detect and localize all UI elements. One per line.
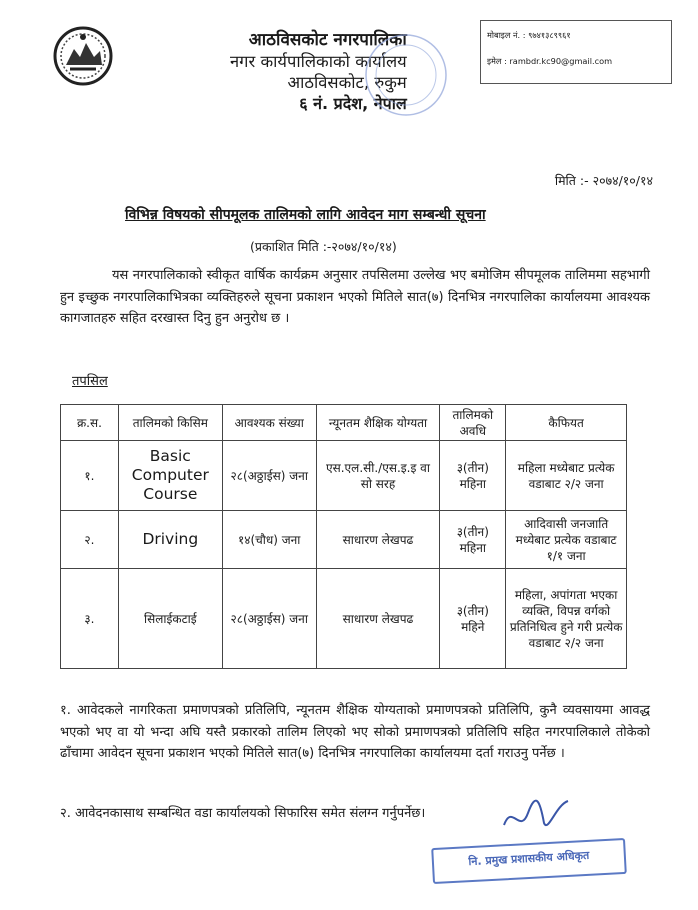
office-seal	[362, 30, 450, 120]
notice-date: मिति :- २०७४/१०/१४	[554, 173, 653, 188]
cell-qualification: एस.एल.सी./एस.इ.इ वा सो सरह	[316, 441, 440, 511]
cell-type: सिलाईकटाई	[118, 569, 222, 669]
cell-sn: ३.	[61, 569, 119, 669]
mobile-number: मोबाइल नं. : ९७४१३८९९६१	[487, 30, 571, 40]
table-row	[61, 441, 627, 511]
header-remarks: कैफियत	[506, 405, 627, 441]
cell-remarks: आदिवासी जनजाति मध्येबाट प्रत्येक वडाबाट १/१ जना	[506, 511, 627, 569]
header-count: आवश्यक संख्या	[222, 405, 316, 441]
cell-duration: ३(तीन) महिना	[440, 441, 506, 511]
published-date: (प्रकाशित मिति :-२०७४/१०/१४)	[250, 239, 397, 254]
cell-count: १४(चौध) जना	[222, 511, 316, 569]
cell-qualification: साधारण लेखपढ	[316, 569, 440, 669]
table-row	[61, 569, 627, 669]
cell-qualification: साधारण लेखपढ	[316, 511, 440, 569]
cell-duration: ३(तीन) महिने	[440, 569, 506, 669]
cell-type: Basic Computer Course	[118, 441, 222, 511]
notice-subject: विभिन्न विषयको सीपमूलक तालिमको लागि आवेदन माग सम्बन्धी सूचना	[125, 207, 486, 223]
table-row	[61, 511, 627, 569]
header-sn: क्र.स.	[61, 405, 119, 441]
contact-box	[480, 20, 672, 84]
cell-sn: १.	[61, 441, 119, 511]
officer-stamp: नि. प्रमुख प्रशासकीय अधिकृत	[431, 838, 627, 884]
cell-remarks: महिला, अपांगता भएका व्यक्ति, विपन्न वर्गको प्रतिनिधित्व हुने गरी प्रत्येक वडाबाट २/२ जना	[506, 569, 627, 669]
cell-count: २८(अठ्ठाईस) जना	[222, 441, 316, 511]
tapasil-heading: तपसिल	[72, 374, 108, 389]
province-name: ६ नं. प्रदेश, नेपाल	[299, 94, 407, 113]
email-address: इमेल : rambdr.kc90@gmail.com	[487, 56, 613, 66]
cell-sn: २.	[61, 511, 119, 569]
table-header-row	[61, 405, 627, 441]
header-qualification: न्यूनतम शैक्षिक योग्यता	[316, 405, 440, 441]
cell-duration: ३(तीन) महिना	[440, 511, 506, 569]
training-table	[60, 404, 627, 669]
header-type: तालिमको किसिम	[118, 405, 222, 441]
office-name: नगर कार्यपालिकाको कार्यालय	[230, 52, 407, 71]
municipality-name: आठविसकोट नगरपालिका	[248, 30, 407, 50]
note-2: २. आवेदनकासाथ सम्बन्धित वडा कार्यालयको सिफारिस समेत संलग्न गर्नुपर्नेछ।	[60, 806, 426, 821]
header-duration: तालिमको अवधि	[440, 405, 506, 441]
note-1: १. आवेदकले नागरिकता प्रमाणपत्रको प्रतिलिपि, न्यूनतम शैक्षिक योग्यताको प्रमाणपत्रको प्रतिलिपि, कुनै व्यवसायमा आवद्ध भएको भए वा यो भन्दा अघि यस्तै प्रकारको तालिम लिएको भए सोको प्रमाणपत्रको प्रतिलिपि सहित नगरपालिकाले तोकेको ढाँचामा आवेदन सूचना प्रकाशन भएको मितिले सात(७) दिनभित्र नगरपालिका कार्यालयमा दर्ता गराउनु पर्नेछ ।	[60, 703, 650, 761]
cell-remarks: महिला मध्येबाट प्रत्येक वडाबाट २/२ जना	[506, 441, 627, 511]
cell-count: २८(अठ्ठाईस) जना	[222, 569, 316, 669]
cell-type: Driving	[118, 511, 222, 569]
intro-paragraph: यस नगरपालिकाको स्वीकृत वार्षिक कार्यक्रम अनुसार तपसिलमा उल्लेख भए बमोजिम सीपमूलक तालिममा सहभागी हुन इच्छुक नगरपालिकाभित्रका व्यक्तिहरुले सूचना प्रकाशन भएको मितिले सात(७) दिनभित्र नगरपालिका कार्यालयमा आवश्यक कागजातहरु सहित दरखास्त दिनु हुन अनुरोध छ ।	[60, 268, 650, 326]
office-location: आठविसकोट, रुकुम	[287, 73, 407, 92]
nepal-emblem-icon	[52, 25, 114, 87]
handwritten-signature	[500, 795, 572, 837]
